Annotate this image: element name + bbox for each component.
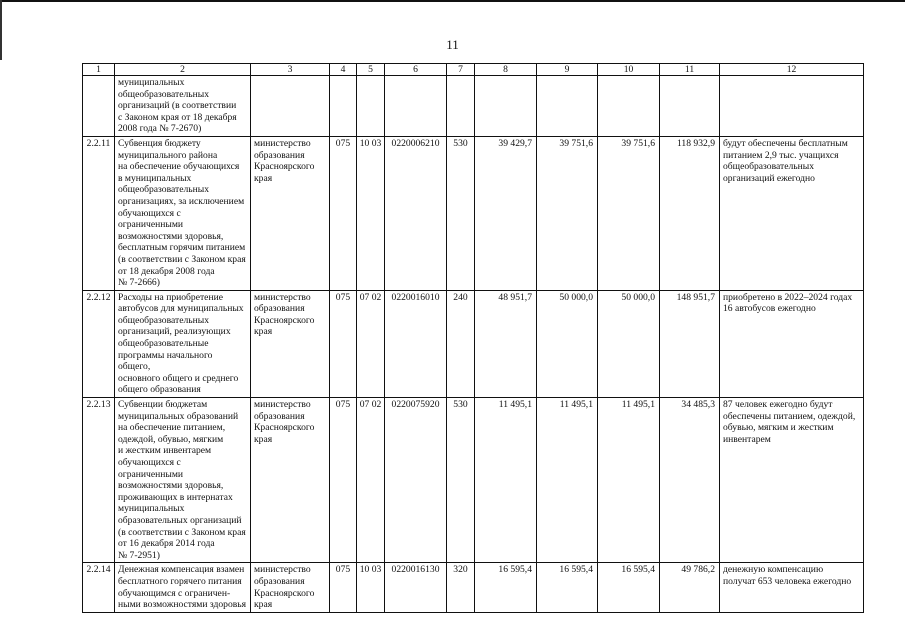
amount-cell [537,76,598,137]
administrator-cell: министерство образования Красноярского края [251,563,330,612]
amount-cell: 16 595,4 [537,563,598,612]
column-header: 11 [660,64,720,76]
page-number: 11 [446,37,459,52]
total-amount-cell: 49 786,2 [660,563,720,612]
column-header: 12 [720,64,864,76]
measure-name-cell: Денежная компенсация взамен бесплатного горячего питания обучающимся с ограничен- ными возможностями здоровья [115,563,251,612]
grbs-code-cell: 075 [330,290,357,397]
section-code-cell: 10 03 [357,136,385,290]
measure-name-cell: Субвенция бюджету муниципального района на обеспечение обучающихся в муниципальных общеобразовательных организациях, за исключением обучающихся с ограниченными возможностями здоровья, бесплатным горячим питанием (в соответствии с Законом края от 18 декабря 2008 года № 7-2666) [115,136,251,290]
amount-cell: 39 751,6 [598,136,660,290]
section-code-cell [357,76,385,137]
section-code-cell: 07 02 [357,398,385,563]
grbs-code-cell: 075 [330,398,357,563]
scan-top-edge [0,0,905,2]
column-header: 4 [330,64,357,76]
amount-cell: 11 495,1 [537,398,598,563]
column-header: 3 [251,64,330,76]
table-row [83,76,864,137]
target-article-cell: 0220016010 [385,290,447,397]
measure-name-cell: муниципальных общеобразовательных организаций (в соответствии с Законом края от 18 декабря 2008 года № 7-2670) [115,76,251,137]
table-row [83,136,864,290]
amount-cell: 16 595,4 [598,563,660,612]
expected-result-cell: денежную компенсацию получат 653 человека ежегодно [720,563,864,612]
expected-result-cell: будут обеспечены бесплатным питанием 2,9 тыс. учащихся общеобразовательных организаций ежегодно [720,136,864,290]
target-article-cell [385,76,447,137]
column-header: 7 [447,64,475,76]
expected-result-cell: приобретено в 2022–2024 годах 16 автобусов ежегодно [720,290,864,397]
amount-cell: 50 000,0 [537,290,598,397]
amount-cell: 50 000,0 [598,290,660,397]
item-number-cell [83,76,115,137]
amount-cell: 11 495,1 [475,398,537,563]
expense-type-cell [447,76,475,137]
column-header: 10 [598,64,660,76]
column-header: 8 [475,64,537,76]
administrator-cell: министерство образования Красноярского края [251,398,330,563]
amount-cell: 48 951,7 [475,290,537,397]
measure-name-cell: Субвенции бюджетам муниципальных образований на обеспечение питанием, одеждой, обувью, мягким и жестким инвентарем обучающихся с ограниченными возможностями здоровья, проживающих в интернатах муниципальных образовательных организаций (в соответствии с Законом края от 16 декабря 2014 года № 7-2951) [115,398,251,563]
amount-cell [598,76,660,137]
table-row [83,563,864,612]
item-number-cell: 2.2.13 [83,398,115,563]
table-row [83,290,864,397]
amount-cell [475,76,537,137]
expense-type-cell: 530 [447,398,475,563]
table-header-row [83,64,864,76]
grbs-code-cell: 075 [330,136,357,290]
amount-cell: 39 429,7 [475,136,537,290]
column-header: 1 [83,64,115,76]
section-code-cell: 07 02 [357,290,385,397]
administrator-cell: министерство образования Красноярского края [251,136,330,290]
target-article-cell: 0220075920 [385,398,447,563]
expected-result-cell [720,76,864,137]
grbs-code-cell [330,76,357,137]
expense-type-cell: 240 [447,290,475,397]
amount-cell: 39 751,6 [537,136,598,290]
target-article-cell: 0220016130 [385,563,447,612]
column-header: 6 [385,64,447,76]
expected-result-cell: 87 человек ежегодно будут обеспечены питанием, одеждой, обувью, мягким и жестким инвентарем [720,398,864,563]
amount-cell: 16 595,4 [475,563,537,612]
total-amount-cell [660,76,720,137]
expense-type-cell: 320 [447,563,475,612]
total-amount-cell: 118 932,9 [660,136,720,290]
column-header: 2 [115,64,251,76]
budget-measures-table [82,63,864,613]
measure-name-cell: Расходы на приобретение автобусов для муниципальных общеобразовательных организаций, реализующих общеобразовательные программы начального общего, основного общего и среднего общего образования [115,290,251,397]
column-header: 9 [537,64,598,76]
table-row [83,398,864,563]
column-header: 5 [357,64,385,76]
grbs-code-cell: 075 [330,563,357,612]
section-code-cell: 10 03 [357,563,385,612]
administrator-cell: министерство образования Красноярского края [251,290,330,397]
target-article-cell: 0220006210 [385,136,447,290]
total-amount-cell: 34 485,3 [660,398,720,563]
item-number-cell: 2.2.12 [83,290,115,397]
expense-type-cell: 530 [447,136,475,290]
item-number-cell: 2.2.14 [83,563,115,612]
item-number-cell: 2.2.11 [83,136,115,290]
amount-cell: 11 495,1 [598,398,660,563]
administrator-cell [251,76,330,137]
total-amount-cell: 148 951,7 [660,290,720,397]
